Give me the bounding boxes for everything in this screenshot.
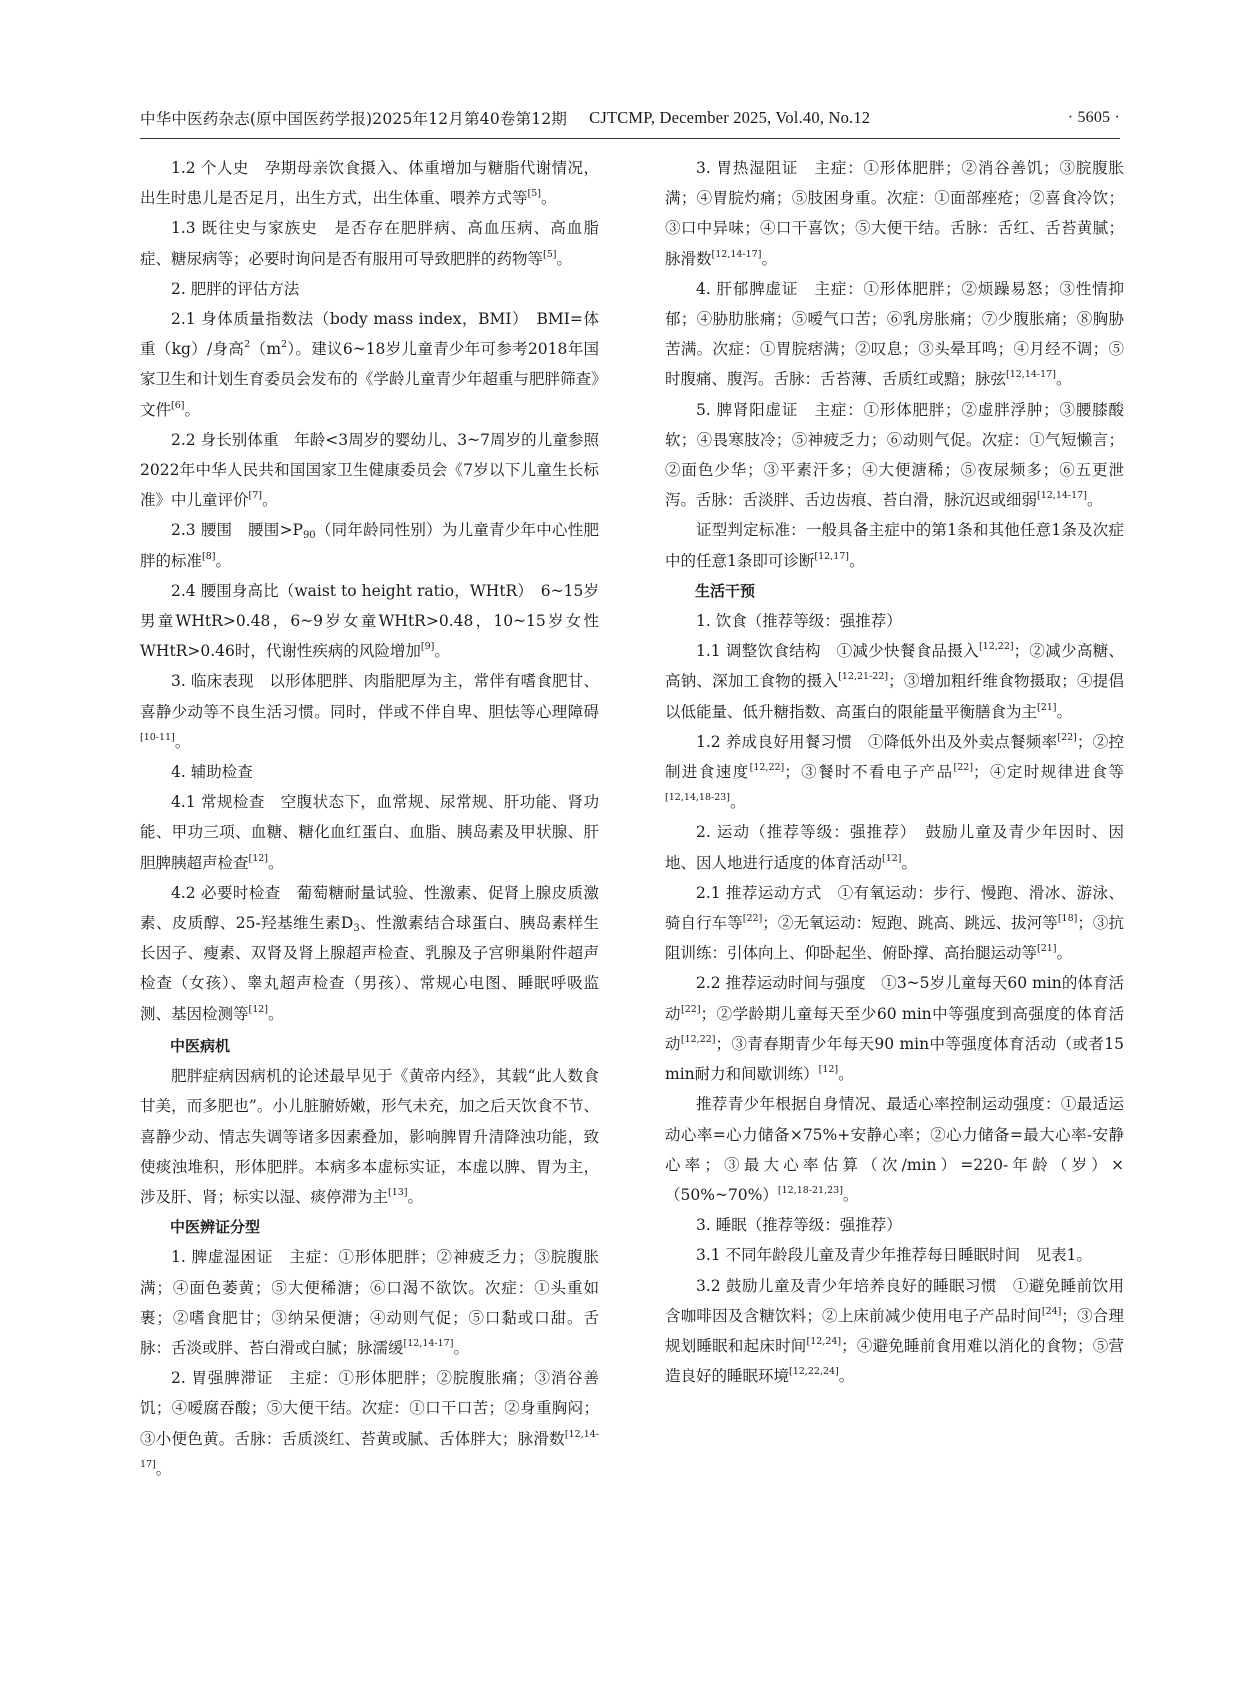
para-routine-exam: 4.1 常规检查 空腹状态下，血常规、尿常规、肝功能、肾功能、甲功三项、血糖、糖化血红蛋白、血脂、胰岛素及甲状腺、肝胆脾胰超声检查[12]。 — [140, 793, 599, 872]
para-obesity-assessment: 2. 肥胖的评估方法 — [171, 279, 300, 298]
para-necessary-exam: 4.2 必要时检查 葡萄糖耐量试验、性激素、促肾上腺皮质激素、皮质醇、25-羟基维生素$D_3$、性激素结合球蛋白、胰岛素样生长因子、瘦素、双肾及肾上腺超声检查、乳腺及子宫卵巢附件超声检查（女孩）、睾丸超声检查（男孩）、常规心电图、睡眠呼吸监测、基因检测等[12]。 — [140, 883, 599, 1023]
para-diet-structure: 1.1 调整饮食结构 ①减少快餐食品摄入[12,22]；②减少高糖、高钠、深加工食物的摄入[12,21-22]；③增加粗纤维食物摄取；④提倡以低能量、低升糖指数、高蛋白的限能量平衡膳食为主[21]。 — [665, 641, 1124, 721]
running-header — [140, 102, 1120, 134]
left-column — [140, 153, 599, 1484]
para-clinical: 3. 临床表现 以形体肥胖、肉脂肥厚为主，常伴有嗜食肥甘、喜静少动等不良生活习惯。同时，伴或不伴自卑、胆怯等心理障碍[10-11]。 — [140, 672, 599, 751]
journal-title: 中华中医药杂志(原中国医药学报)2025年12月第40卷第12期 — [140, 110, 568, 128]
para-heart-rate: 推荐青少年根据自身情况、最适心率控制运动强度：①最适运动心率=心力储备×75%+安静心率；②心力储备=最大心率-安静心率；③最大心率估算（次/min）=220-年龄（岁）×（50%~70%）[12,18-21,23]。 — [665, 1095, 1124, 1204]
para-syndrome-1: 1. 脾虚湿困证 主症：①形体肥胖；②神疲乏力；③脘腹胀满；④面色萎黄；⑤大便稀溏；⑥口渴不欲饮。次症：①头重如裹；②嗜食肥甘；③纳呆便溏；④动则气促；⑤口黏或口甜。舌脉：舌淡或胖、苔白滑或白腻；脉濡缓[12,14-17]。 — [140, 1248, 599, 1357]
para-diagnostic-criteria: 证型判定标准：一般具备主症中的第1条和其他任意1条及次症中的任意1条即可诊断[12,17]。 — [665, 521, 1124, 570]
para-sleep-habits: 3.2 鼓励儿童及青少年培养良好的睡眠习惯 ①避免睡前饮用含咖啡因及含糖饮料；②上床前减少使用电子产品时间[24]；③合理规划睡眠和起床时间[12,24]；④避免睡前食用难以消化的食物；⑤营造良好的睡眠环境[12,22,24]。 — [665, 1276, 1124, 1386]
para-aux-exam: 4. 辅助检查 — [171, 763, 253, 782]
para-personal-history: 1.2 个人史 孕期母亲饮食摄入、体重增加与糖脂代谢情况，出生时患儿是否足月，出生方式，出生体重、喂养方式等[5]。 — [140, 159, 599, 208]
para-bmi: 2.1 身体质量指数法（body mass index，BMI） BMI=体重（kg）/身高$^2$（m$^2$）。建议6~18岁儿童青少年可参考2018年国家卫生和计划生育委员会发布的《学龄儿童青少年超重与肥胖筛查》文件[6]。 — [140, 310, 599, 419]
para-eating-habits: 1.2 养成良好用餐习惯 ①降低外出及外卖点餐频率[22]；②控制进食速度[12,22]；③餐时不看电子产品[22]；④定时规律进食等[12,14,18-23]。 — [665, 731, 1124, 812]
page-number: · 5605 · — [1067, 109, 1120, 126]
section-heading-tcm-pathogenesis: 中医病机 — [170, 1036, 231, 1055]
right-column — [665, 153, 1124, 1391]
para-pathogenesis: 肥胖症病因病机的论述最早见于《黄帝内经》，其载“此人数食甘美，而多肥也”。小儿脏腑娇嫩，形气未充，加之后天饮食不节、喜静少动、情志失调等诸多因素叠加，影响脾胃升清降浊功能，致使痰浊堆积，形体肥胖。本病多本虚标实证，本虚以脾、胃为主，涉及肝、肾；标实以湿、痰停滞为主[13]。 — [140, 1067, 599, 1206]
para-sleep: 3. 睡眠（推荐等级：强推荐） — [696, 1216, 902, 1235]
para-diet: 1. 饮食（推荐等级：强推荐） — [696, 612, 902, 631]
para-exercise: 2. 运动（推荐等级：强推荐） 鼓励儿童及青少年因时、因地、因人地进行适度的体育活动[12]。 — [665, 823, 1124, 872]
para-syndrome-5: 5. 脾肾阳虚证 主症：①形体肥胖；②虚胖浮肿；③腰膝酸软；④畏寒肢冷；⑤神疲乏力；⑥动则气促。次症：①气短懒言；②面色少华；③平素汗多；④大便溏稀；⑤夜尿频多；⑥五更泄泻。舌脉：舌淡胖、舌边齿痕、苔白滑，脉沉迟或细弱[12,14-17]。 — [665, 400, 1124, 510]
section-heading-syndrome-types: 中医辨证分型 — [170, 1218, 261, 1237]
para-weight-for-length: 2.2 身长别体重 年龄<3周岁的婴幼儿、3~7周岁的儿童参照2022年中华人民共和国国家卫生健康委员会《7岁以下儿童生长标准》中儿童评价[7]。 — [140, 430, 599, 510]
para-syndrome-3: 3. 胃热湿阻证 主症：①形体肥胖；②消谷善饥；③脘腹胀满；④胃脘灼痛；⑤肢困身重。次症：①面部痤疮；②喜食冷饮；③口中异味；④口干喜饮；⑤大便干结。舌脉：舌红、舌苔黄腻；脉滑数[12,14-17]。 — [665, 159, 1124, 268]
para-sleep-time: 3.1 不同年龄段儿童及青少年推荐每日睡眠时间 见表1。 — [696, 1246, 1092, 1265]
para-syndrome-4: 4. 肝郁脾虚证 主症：①形体肥胖；②烦躁易怒；③性情抑郁；④胁肋胀痛；⑤嗳气口苦；⑥乳房胀痛；⑦少腹胀痛；⑧胸胁苦满。次症：①胃脘痞满；②叹息；③头晕耳鸣；④月经不调；⑤时腹痛、腹泻。舌脉：舌苔薄、舌质红或黯；脉弦[12,14-17]。 — [665, 279, 1124, 389]
para-past-family-history: 1.3 既往史与家族史 是否存在肥胖病、高血压病、高血脂症、糖尿病等；必要时询问是否有服用可导致肥胖的药物等[5]。 — [140, 219, 599, 268]
section-heading-lifestyle: 生活干预 — [695, 581, 756, 600]
para-exercise-time: 2.2 推荐运动时间与强度 ①3~5岁儿童每天60 min的体育活动[22]；②学龄期儿童每天至少60 min中等强度到高强度的体育活动[12,22]；③青春期青少年每天90 min中等强度体育活动（或者15 min耐力和间歇训练）[12]。 — [665, 974, 1124, 1084]
para-waist: 2.3 腰围 腰围$>P_{90}$（同年龄同性别）为儿童青少年中心性肥胖的标准[8]。 — [140, 521, 599, 570]
journal-issue-english: CJTCMP, December 2025, Vol.40, No.12 — [589, 108, 871, 127]
para-syndrome-2: 2. 胃强脾滞证 主症：①形体肥胖；②脘腹胀痛；③消谷善饥；④嗳腐吞酸；⑤大便干结。次症：①口干口苦；②身重胸闷；③小便色黄。舌脉：舌质淡红、苔黄或腻、舌体胖大；脉滑数[12,14-17]。 — [140, 1369, 599, 1478]
para-exercise-types: 2.1 推荐运动方式 ①有氧运动：步行、慢跑、滑冰、游泳、骑自行车等[22]；②无氧运动：短跑、跳高、跳远、拔河等[18]；③抗阻训练：引体向上、仰卧起坐、俯卧撑、高抬腿运动等[21]。 — [665, 883, 1124, 963]
para-whtr: 2.4 腰围身高比（waist to height ratio，WHtR） 6~15岁男童WHtR>0.48，6~9岁女童WHtR>0.48，10~15岁女性WHtR>0.46时，代谢性疾病的风险增加[9]。 — [140, 581, 599, 661]
header-rule — [140, 138, 1120, 139]
